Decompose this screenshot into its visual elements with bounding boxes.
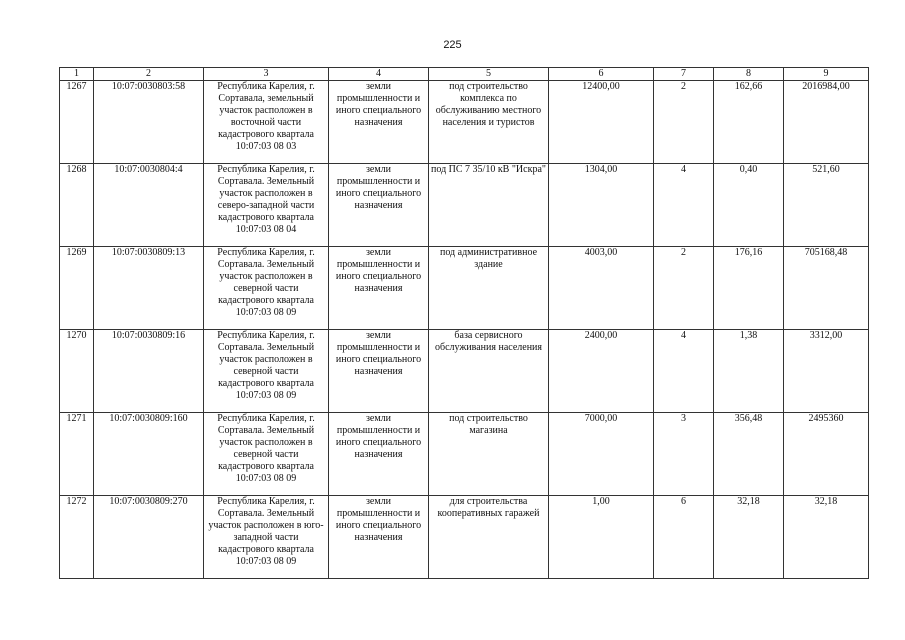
column-header-2: 2 bbox=[94, 68, 204, 81]
group-cell: 3 bbox=[654, 413, 714, 496]
rate-cell: 32,18 bbox=[714, 496, 784, 579]
row-number-cell: 1268 bbox=[60, 164, 94, 247]
value-cell: 2016984,00 bbox=[784, 81, 869, 164]
table-row bbox=[60, 496, 869, 579]
permitted-use-cell: под ПС 7 35/10 кВ "Искра" bbox=[429, 164, 549, 247]
rate-cell: 176,16 bbox=[714, 247, 784, 330]
value-cell: 2495360 bbox=[784, 413, 869, 496]
area-cell: 7000,00 bbox=[549, 413, 654, 496]
row-number-cell: 1267 bbox=[60, 81, 94, 164]
column-header-5: 5 bbox=[429, 68, 549, 81]
table-row bbox=[60, 413, 869, 496]
permitted-use-cell: под строительство комплекса по обслуживанию местного населения и туристов bbox=[429, 81, 549, 164]
location-cell: Республика Карелия, г. Сортавала. Земельный участок расположен в северной части кадастрового квартала 10:07:03 08 09 bbox=[204, 247, 329, 330]
value-cell: 32,18 bbox=[784, 496, 869, 579]
location-cell: Республика Карелия, г. Сортавала. Земельный участок расположен в северной части кадастрового квартала 10:07:03 08 09 bbox=[204, 413, 329, 496]
rate-cell: 1,38 bbox=[714, 330, 784, 413]
permitted-use-cell: для строительства кооперативных гаражей bbox=[429, 496, 549, 579]
rate-cell: 356,48 bbox=[714, 413, 784, 496]
table-row bbox=[60, 247, 869, 330]
land-category-cell: земли промышленности и иного специального назначения bbox=[329, 413, 429, 496]
value-cell: 705168,48 bbox=[784, 247, 869, 330]
permitted-use-cell: база сервисного обслуживания населения bbox=[429, 330, 549, 413]
land-category-cell: земли промышленности и иного специального назначения bbox=[329, 164, 429, 247]
permitted-use-cell: под административное здание bbox=[429, 247, 549, 330]
header-row bbox=[60, 68, 869, 81]
cadastral-number-cell: 10:07:0030803:58 bbox=[94, 81, 204, 164]
area-cell: 12400,00 bbox=[549, 81, 654, 164]
column-header-4: 4 bbox=[329, 68, 429, 81]
column-header-9: 9 bbox=[784, 68, 869, 81]
cadastral-number-cell: 10:07:0030809:160 bbox=[94, 413, 204, 496]
area-cell: 1304,00 bbox=[549, 164, 654, 247]
column-header-7: 7 bbox=[654, 68, 714, 81]
area-cell: 4003,00 bbox=[549, 247, 654, 330]
area-cell: 2400,00 bbox=[549, 330, 654, 413]
row-number-cell: 1270 bbox=[60, 330, 94, 413]
row-number-cell: 1272 bbox=[60, 496, 94, 579]
cadastral-number-cell: 10:07:0030804:4 bbox=[94, 164, 204, 247]
column-header-8: 8 bbox=[714, 68, 784, 81]
group-cell: 2 bbox=[654, 81, 714, 164]
land-plot-table bbox=[59, 67, 869, 579]
value-cell: 521,60 bbox=[784, 164, 869, 247]
page-number: 225 bbox=[443, 39, 462, 51]
row-number-cell: 1271 bbox=[60, 413, 94, 496]
group-cell: 4 bbox=[654, 164, 714, 247]
land-category-cell: земли промышленности и иного специального назначения bbox=[329, 496, 429, 579]
cadastral-number-cell: 10:07:0030809:270 bbox=[94, 496, 204, 579]
table-row bbox=[60, 164, 869, 247]
row-number-cell: 1269 bbox=[60, 247, 94, 330]
column-header-1: 1 bbox=[60, 68, 94, 81]
land-category-cell: земли промышленности и иного специального назначения bbox=[329, 330, 429, 413]
cadastral-number-cell: 10:07:0030809:13 bbox=[94, 247, 204, 330]
land-category-cell: земли промышленности и иного специального назначения bbox=[329, 247, 429, 330]
cadastral-number-cell: 10:07:0030809:16 bbox=[94, 330, 204, 413]
location-cell: Республика Карелия, г. Сортавала. Земельный участок расположен в северной части кадастрового квартала 10:07:03 08 09 bbox=[204, 330, 329, 413]
table-row bbox=[60, 330, 869, 413]
rate-cell: 162,66 bbox=[714, 81, 784, 164]
location-cell: Республика Карелия, г. Сортавала. Земельный участок расположен в северо-западной части кадастрового квартала 10:07:03 08 04 bbox=[204, 164, 329, 247]
location-cell: Республика Карелия, г. Сортавала, земельный участок расположен в восточной части кадастрового квартала 10:07:03 08 03 bbox=[204, 81, 329, 164]
table-row bbox=[60, 81, 869, 164]
group-cell: 2 bbox=[654, 247, 714, 330]
rate-cell: 0,40 bbox=[714, 164, 784, 247]
value-cell: 3312,00 bbox=[784, 330, 869, 413]
land-category-cell: земли промышленности и иного специального назначения bbox=[329, 81, 429, 164]
permitted-use-cell: под строительство магазина bbox=[429, 413, 549, 496]
location-cell: Республика Карелия, г. Сортавала. Земельный участок расположен в юго-западной части кадастрового квартала 10:07:03 08 09 bbox=[204, 496, 329, 579]
group-cell: 6 bbox=[654, 496, 714, 579]
area-cell: 1,00 bbox=[549, 496, 654, 579]
column-header-3: 3 bbox=[204, 68, 329, 81]
group-cell: 4 bbox=[654, 330, 714, 413]
column-header-6: 6 bbox=[549, 68, 654, 81]
